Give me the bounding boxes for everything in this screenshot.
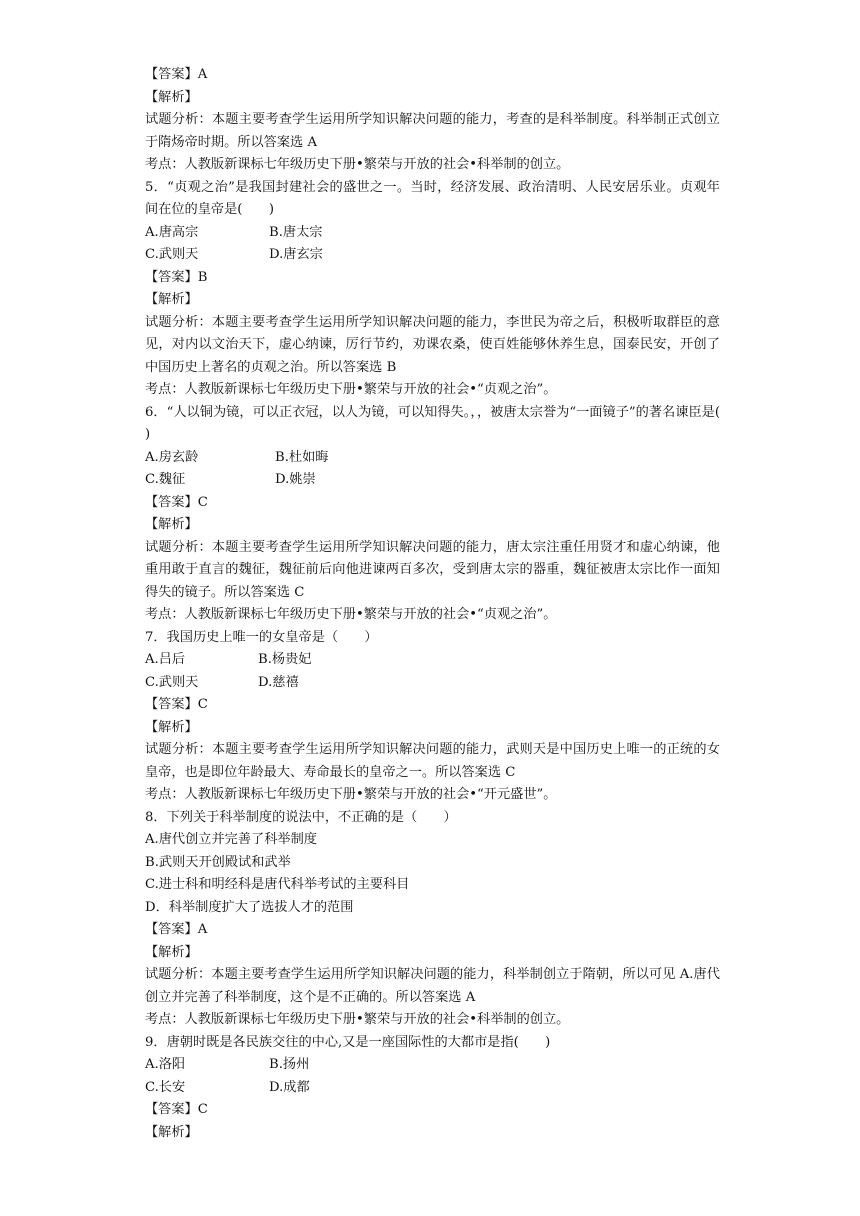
analysis-paragraph: 试题分析：本题主要考查学生运用所学知识解决问题的能力，唐太宗注重任用贤才和虚心纳谏，他重用敢于直言的魏征，魏征前后向他进谏两百多次，受到唐太宗的器重，魏征被唐太宗比作一面知得失的镜子。所以答案选 C: [145, 539, 720, 600]
answer-option: D.慈禧: [258, 674, 299, 690]
answer-option: D.唐玄宗: [269, 247, 323, 262]
analysis-label: 【解析】: [145, 89, 198, 105]
analysis-label: 【解析】: [145, 1124, 198, 1140]
question-stem: 5．“贞观之治”是我国封建社会的盛世之一。当时，经济发展、政治清明、人民安居乐业。贞观年间在位的皇帝是( ): [145, 179, 720, 217]
answer-option: B.唐太宗: [269, 224, 323, 240]
answer-line: 【答案】C: [145, 1102, 208, 1117]
answer-option: C.魏征: [145, 472, 186, 487]
answer-line: 【答案】A: [145, 922, 208, 937]
answer-option: B.杨贵妃: [258, 652, 312, 667]
analysis-paragraph: 试题分析：本题主要考查学生运用所学知识解决问题的能力，科举制创立于隋朝，所以可见 A.唐代创立并完善了科举制度，这个是不正确的。所以答案选 A: [145, 967, 720, 1005]
option-row: [145, 222, 720, 245]
answer-option: B.杜如晦: [275, 449, 329, 465]
knowledge-point: 考点：人教版新课标七年级历史下册•繁荣与开放的社会•“开元盛世”。: [145, 787, 557, 802]
answer-option: D．科举制度扩大了选拔人才的范围: [145, 899, 354, 915]
answer-option: D.姚崇: [275, 472, 316, 487]
knowledge-point: 考点：人教版新课标七年级历史下册•繁荣与开放的社会•“贞观之治”。: [145, 607, 557, 622]
answer-option: A.房玄龄: [145, 449, 199, 465]
option-row: [145, 672, 720, 695]
knowledge-point: 考点：人教版新课标七年级历史下册•繁荣与开放的社会•“贞观之治”。: [145, 382, 557, 397]
question-stem: 9．唐朝时既是各民族交往的中心,又是一座国际性的大都市是指( ): [145, 1034, 551, 1050]
answer-line: 【答案】B: [145, 269, 208, 285]
answer-option: B.武则天开创殿试和武举: [145, 854, 291, 870]
analysis-label: 【解析】: [145, 944, 198, 960]
answer-option: A.唐代创立并完善了科举制度: [145, 832, 317, 847]
analysis-paragraph: 试题分析：本题主要考查学生运用所学知识解决问题的能力，李世民为帝之后，积极听取群臣的意见，对内以文治天下，虚心纳谏，厉行节约，劝课农桑，使百姓能够休养生息，国泰民安，开创了中国历史上著名的贞观之治。所以答案选 B: [145, 314, 720, 375]
question-stem: 8．下列关于科举制度的说法中，不正确的是（ ）: [145, 809, 457, 825]
knowledge-point: 考点：人教版新课标七年级历史下册•繁荣与开放的社会•科举制的创立。: [145, 1012, 570, 1027]
answer-option: B.扬州: [269, 1057, 310, 1072]
answer-option: A.洛阳: [145, 1057, 186, 1072]
answer-option: A.吕后: [145, 652, 186, 667]
answer-option: C.武则天: [145, 674, 199, 690]
option-row: [145, 1077, 720, 1100]
answer-line: 【答案】A: [145, 67, 208, 82]
question-stem: 6．“人以铜为镜，可以正衣冠，以人为镜，可以知得失。，，被唐太宗誉为“一面镜子”的著名谏臣是( ): [145, 404, 747, 442]
knowledge-point: 考点：人教版新课标七年级历史下册•繁荣与开放的社会•科举制的创立。: [145, 157, 570, 172]
analysis-label: 【解析】: [145, 719, 198, 735]
analysis-paragraph: 试题分析：本题主要考查学生运用所学知识解决问题的能力，武则天是中国历史上唯一的正统的女皇帝，也是即位年龄最大、寿命最长的皇帝之一。所以答案选 C: [145, 742, 720, 780]
option-row: [145, 1054, 720, 1077]
option-row: [145, 244, 720, 267]
analysis-label: 【解析】: [145, 517, 198, 532]
answer-option: C.长安: [145, 1079, 186, 1095]
document-page: [145, 64, 747, 1144]
answer-option: C.进士科和明经科是唐代科举考试的主要科目: [145, 877, 410, 892]
analysis-paragraph: 试题分析：本题主要考查学生运用所学知识解决问题的能力，考查的是科举制度。科举制正式创立于隋炀帝时期。所以答案选 A: [145, 112, 720, 150]
answer-option: D.成都: [269, 1079, 310, 1095]
answer-option: C.武则天: [145, 247, 199, 262]
option-row: [145, 469, 720, 492]
question-stem: 7．我国历史上唯一的女皇帝是（ ）: [145, 629, 378, 645]
answer-line: 【答案】C: [145, 697, 208, 712]
option-row: [145, 649, 720, 672]
option-row: [145, 447, 720, 470]
analysis-label: 【解析】: [145, 292, 198, 307]
answer-line: 【答案】C: [145, 494, 208, 510]
answer-option: A.唐高宗: [145, 224, 199, 240]
